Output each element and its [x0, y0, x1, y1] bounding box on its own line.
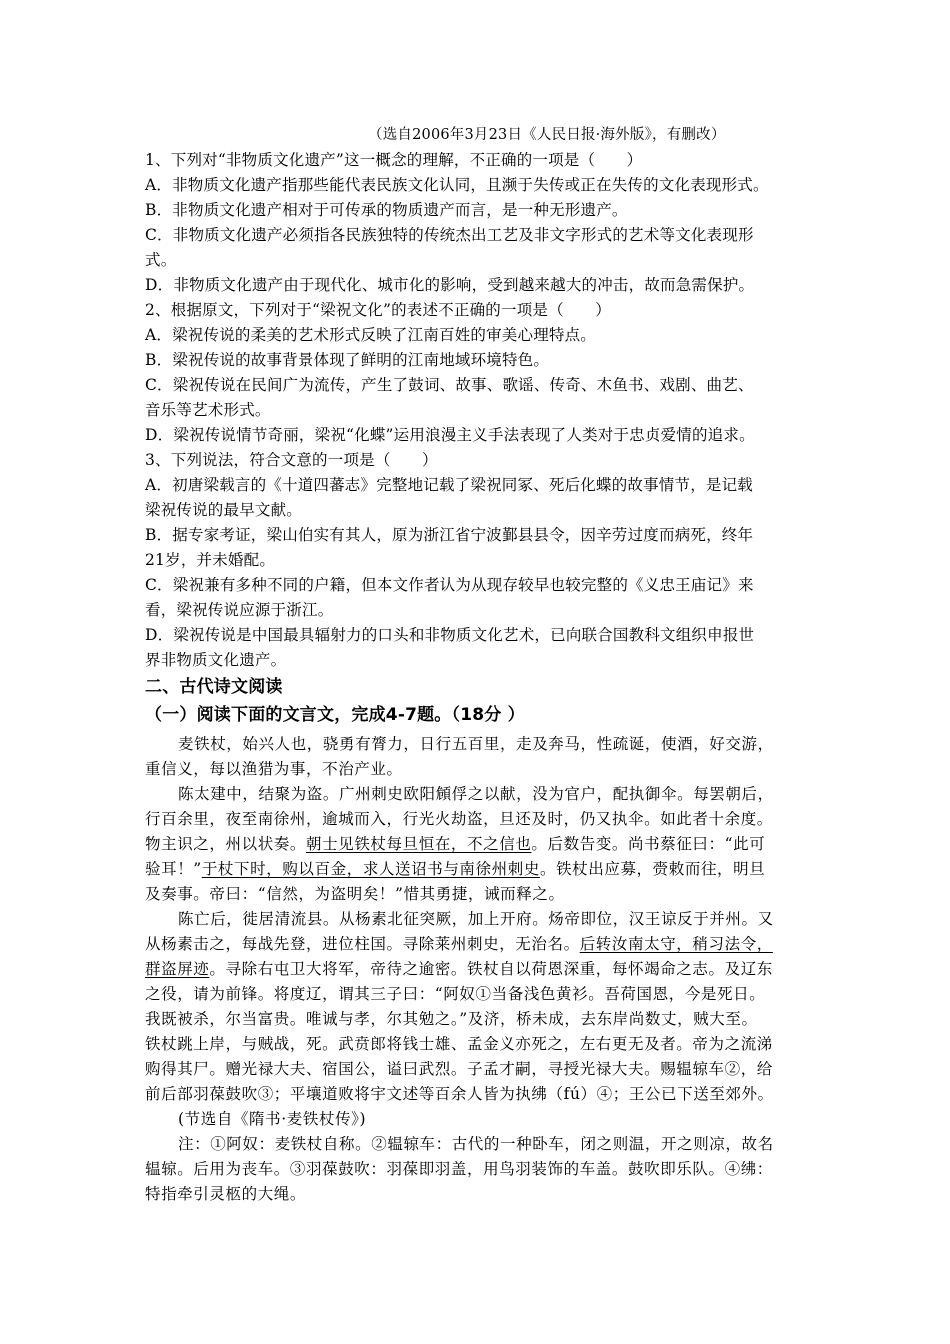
passage-line: 购得其尸。赠光禄大夫、宿国公，谥曰武烈。子孟才嗣，寻授光禄大夫。赐辒辌车②，给: [145, 1060, 773, 1078]
passage-line: [145, 832, 765, 856]
passage-line: 重信义，每以渔猎为事，不治产业。: [145, 760, 403, 778]
passage-line: 我既被杀，尔当富贵。唯诚与孝，尔其勉之。”及济，桥未成，去东岸尚数丈，贼大至。: [145, 1010, 758, 1028]
passage-text: 物主识之，州以状奏。: [145, 835, 307, 853]
passage-line: 及奏事。帝曰：“信然，为盗明矣！”惜其勇捷，诫而释之。: [145, 885, 565, 903]
question-3-option-a-cont: 梁祝传说的最早文献。: [145, 501, 303, 519]
question-1-option-c-cont: 式。: [145, 251, 177, 269]
question-3-option-c: C．梁祝兼有多种不同的户籍，但本文作者认为从现存较早也较完整的《义忠王庙记》来: [145, 576, 754, 594]
passage-line: 铁杖跳上岸，与贼战，死。武贲郎将钱士雄、孟金义亦死之，左右更无及者。帝为之流涕: [145, 1035, 773, 1053]
annotation-line: 辒辌。后用为丧车。③羽葆鼓吹：羽葆即羽盖，用鸟羽装饰的车盖。鼓吹即乐队。④绋：: [145, 1160, 773, 1178]
passage-line: 之役，请为前锋。将度辽，谓其三子曰：“阿奴①当备浅色黄衫。吾荷国恩，今是死日。: [145, 985, 766, 1003]
question-2-option-c: C．梁祝传说在民间广为流传，产生了鼓词、故事、歌谣、传奇、木鱼书、戏剧、曲艺、: [145, 376, 754, 394]
question-3-option-d: D．梁祝传说是中国最具辐射力的口头和非物质文化艺术，已向联合国教科文组织申报世: [145, 626, 755, 644]
question-2-option-a: A．梁祝传说的柔美的艺术形式反映了江南百姓的审美心理特点。: [145, 326, 596, 344]
passage-line: 麦铁杖，始兴人也，骁勇有膂力，日行五百里，走及奔马，性疏诞，使酒，好交游，: [178, 735, 774, 753]
annotation-line: 注：①阿奴：麦铁杖自称。②辒辌车：古代的一种卧车，闭之则温，开之则凉，故名: [178, 1135, 774, 1153]
question-3-stem: 3、下列说法，符合文意的一项是（ ）: [145, 451, 438, 469]
underlined-sentence-3-cont: 群盗屏迹: [145, 960, 210, 978]
question-1-option-a: A．非物质文化遗产指那些能代表民族文化认同，且濒于失传或正在失传的文化表现形式。: [145, 176, 769, 194]
passage-line: 前后部羽葆鼓吹③；平壤道败将宇文述等百余人皆为执绋（fú）④；王公已下送至郊外。: [145, 1085, 774, 1103]
question-2-stem: 2、根据原文，下列对于“梁祝文化”的表述不正确的一项是（ ）: [145, 301, 611, 319]
source-note: （选自2006年3月23日《人民日报·海外版》，有删改）: [368, 127, 726, 143]
passage-line: 行百余里，夜至南徐州，逾城而入，行光火劫盗，旦还及时，仍又执伞。如此者十余度。: [145, 810, 773, 828]
question-3-option-d-cont: 界非物质文化遗产。: [145, 651, 287, 669]
annotation-line: 特指牵引灵柩的大绳。: [145, 1185, 307, 1203]
question-1-option-b: B．非物质文化遗产相对于可传承的物质遗产而言，是一种无形遗产。: [145, 201, 628, 219]
passage-line: 陈太建中，结聚为盗。广州刺史欧阳頠俘之以献，没为官户，配执御伞。每罢朝后，: [178, 785, 774, 803]
question-3-option-b-cont: 21岁，并未婚配。: [145, 551, 276, 569]
question-1-stem: 1、下列对“非物质文化遗产”这一概念的理解，不正确的一项是（ ）: [145, 151, 643, 169]
passage-source: (节选自《隋书·麦铁杖传》): [178, 1110, 367, 1128]
passage-line: [145, 857, 765, 881]
question-1-option-c: C．非物质文化遗产必须指各民族独特的传统杰出工艺及非文字形式的艺术等文化表现形: [145, 226, 754, 244]
underlined-sentence-3: 后转汝南太守，稍习法令，: [579, 935, 773, 953]
passage-line: 陈亡后，徙居清流县。从杨素北征突厥，加上开府。炀帝即位，汉王谅反于并州。又: [178, 910, 774, 928]
section-2-title: 二、古代诗文阅读: [145, 677, 283, 697]
passage-text: 从杨素击之，每战先登，进位柱国。寻除莱州刺史，无治名。: [145, 935, 580, 953]
underlined-sentence-2: 于杖下时，购以百金，求人送诏书与南徐州刺史: [201, 860, 540, 878]
passage-text: 验耳！”: [145, 860, 202, 878]
question-2-option-c-cont: 音乐等艺术形式。: [145, 401, 271, 419]
passage-text: 。寻除右屯卫大将军，帝待之逾密。铁杖自以荷恩深重，每怀竭命之志。及辽东: [209, 960, 773, 978]
passage-text: 。铁杖出应募，赍敕而往，明旦: [539, 860, 766, 878]
passage-line: [145, 932, 773, 956]
underlined-sentence-1: 朝士见铁杖每旦恒在，不之信也: [306, 835, 532, 853]
question-2-option-d: D．梁祝传说情节奇丽，梁祝“化蝶”运用浪漫主义手法表现了人类对于忠贞爱情的追求。: [145, 426, 755, 444]
question-3-option-a: A．初唐梁载言的《十道四蕃志》完整地记载了梁祝同冢、死后化蝶的故事情节，是记载: [145, 476, 753, 494]
question-3-option-c-cont: 看，梁祝传说应源于浙江。: [145, 601, 334, 619]
subsection-1-title: （一）阅读下面的文言文，完成4-7题。（18分 ）: [145, 705, 525, 725]
question-2-option-b: B．梁祝传说的故事背景体现了鲜明的江南地域环境特色。: [145, 351, 550, 369]
question-3-option-b: B．据专家考证，梁山伯实有其人，原为浙江省宁波鄞县县令，因辛劳过度而病死，终年: [145, 526, 754, 544]
passage-text: 。后数告变。尚书蔡征曰：“此可: [531, 835, 766, 853]
passage-line: [145, 957, 773, 981]
question-1-option-d: D．非物质文化遗产由于现代化、城市化的影响，受到越来越大的冲击，故而急需保护。: [145, 276, 755, 294]
